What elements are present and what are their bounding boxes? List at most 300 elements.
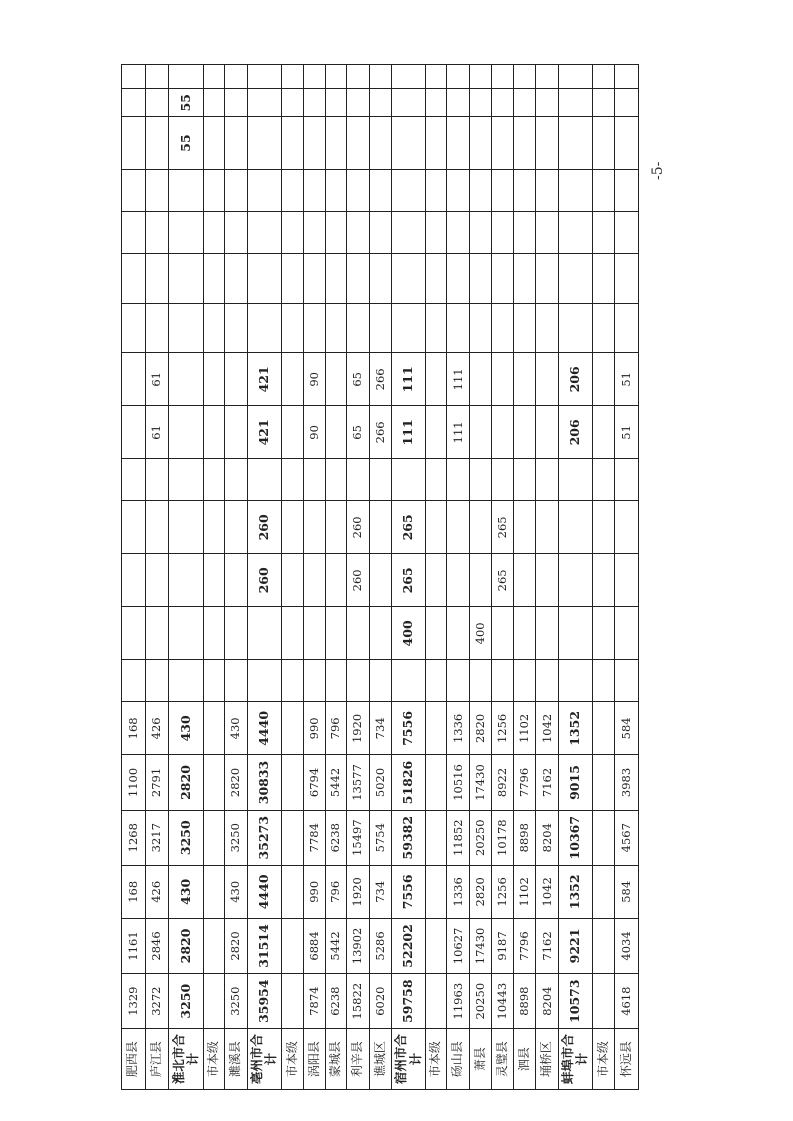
table-cell [203, 702, 224, 755]
table-cell [225, 303, 248, 353]
table-cell: 796 [325, 865, 346, 918]
table-cell [247, 660, 281, 702]
table-cell [225, 459, 248, 501]
table-row [347, 65, 370, 1090]
table-cell: 6020 [369, 974, 392, 1029]
table-cell [592, 65, 615, 89]
table-cell [536, 353, 559, 406]
table-cell [304, 459, 325, 501]
table-cell [369, 303, 392, 353]
table-cell [281, 755, 304, 810]
table-cell: 1042 [536, 865, 559, 918]
table-cell: 111 [392, 406, 426, 459]
table-cell [145, 65, 169, 89]
table-cell: 1920 [347, 702, 370, 755]
table-cell [225, 501, 248, 554]
page-number: -5- [650, 161, 666, 180]
table-cell: 206 [558, 353, 592, 406]
table-cell [536, 211, 559, 253]
table-cell: 3250 [225, 810, 248, 865]
table-cell: 3217 [145, 810, 169, 865]
table-cell [425, 607, 446, 660]
table-cell: 10516 [447, 755, 470, 810]
table-cell [369, 170, 392, 212]
table-cell [392, 253, 426, 303]
table-row [392, 65, 426, 1090]
table-cell [347, 253, 370, 303]
table-cell: 51 [615, 406, 639, 459]
table-cell [469, 211, 492, 253]
table-cell: 5754 [369, 810, 392, 865]
table-cell [592, 459, 615, 501]
table-cell [492, 660, 513, 702]
table-cell [447, 501, 470, 554]
table-cell: 2820 [469, 865, 492, 918]
table-cell [203, 89, 224, 117]
table-cell: 3250 [169, 810, 204, 865]
table-cell [592, 116, 615, 169]
table-cell: 260 [247, 554, 281, 607]
table-cell: 265 [492, 554, 513, 607]
table-cell: 10443 [492, 974, 513, 1029]
table-cell [122, 211, 146, 253]
table-cell [325, 65, 346, 89]
table-cell [281, 974, 304, 1029]
table-cell: 6794 [304, 755, 325, 810]
table-cell [536, 406, 559, 459]
table-cell: 35273 [247, 810, 281, 865]
table-cell [615, 303, 639, 353]
table-cell [304, 116, 325, 169]
table-cell: 400 [392, 607, 426, 660]
table-cell: 10178 [492, 810, 513, 865]
table-cell [203, 353, 224, 406]
table-cell: 4034 [615, 918, 639, 973]
table-cell [247, 459, 281, 501]
table-cell: 35954 [247, 974, 281, 1029]
table-cell [392, 65, 426, 89]
table-cell [447, 170, 470, 212]
table-cell [615, 211, 639, 253]
table-cell [615, 253, 639, 303]
table-cell [447, 554, 470, 607]
table-row [492, 65, 513, 1090]
table-cell [425, 554, 446, 607]
table-cell [425, 918, 446, 973]
table-cell [203, 170, 224, 212]
table-cell [447, 607, 470, 660]
table-cell [247, 89, 281, 117]
table-cell: 1268 [122, 810, 146, 865]
table-cell [425, 810, 446, 865]
table-cell [536, 303, 559, 353]
table-cell: 10627 [447, 918, 470, 973]
table-cell [513, 406, 536, 459]
table-cell [145, 501, 169, 554]
row-label: 萧县 [469, 1029, 492, 1090]
table-cell: 90 [304, 353, 325, 406]
table-cell [281, 89, 304, 117]
table-cell: 61 [145, 353, 169, 406]
table-cell [469, 303, 492, 353]
table-cell [203, 865, 224, 918]
table-cell [592, 89, 615, 117]
table-cell [536, 501, 559, 554]
table-cell [469, 660, 492, 702]
table-cell [469, 170, 492, 212]
table-cell [347, 211, 370, 253]
table-cell: 20250 [469, 810, 492, 865]
table-cell [281, 607, 304, 660]
table-row [615, 65, 639, 1090]
table-cell [558, 116, 592, 169]
table-cell [615, 170, 639, 212]
table-cell [145, 89, 169, 117]
table-cell [347, 303, 370, 353]
table-cell [304, 660, 325, 702]
table-cell [122, 554, 146, 607]
table-cell [592, 702, 615, 755]
table-cell [281, 170, 304, 212]
table-cell [122, 303, 146, 353]
table-cell: 265 [492, 501, 513, 554]
table-cell [347, 116, 370, 169]
table-cell [304, 253, 325, 303]
table-cell: 4440 [247, 865, 281, 918]
table-cell [369, 211, 392, 253]
table-cell [425, 65, 446, 89]
table-cell [281, 211, 304, 253]
table-cell [513, 554, 536, 607]
table-cell [615, 116, 639, 169]
table-cell: 59758 [392, 974, 426, 1029]
table-row [369, 65, 392, 1090]
table-cell: 8204 [536, 810, 559, 865]
table-cell [169, 501, 204, 554]
table-cell [122, 406, 146, 459]
table-cell [469, 406, 492, 459]
table-cell [347, 65, 370, 89]
table-cell: 11852 [447, 810, 470, 865]
table-cell [425, 89, 446, 117]
table-cell: 10573 [558, 974, 592, 1029]
table-cell [122, 353, 146, 406]
table-cell [122, 89, 146, 117]
table-cell [347, 89, 370, 117]
table-cell [536, 660, 559, 702]
table-cell [615, 501, 639, 554]
table-cell: 10367 [558, 810, 592, 865]
table-row [281, 65, 304, 1090]
table-cell [169, 660, 204, 702]
table-cell [203, 810, 224, 865]
table-cell [122, 65, 146, 89]
table-cell: 11963 [447, 974, 470, 1029]
table-cell [369, 501, 392, 554]
table-cell: 9221 [558, 918, 592, 973]
table-cell: 1352 [558, 702, 592, 755]
table-cell [347, 459, 370, 501]
table-cell [513, 607, 536, 660]
table-cell [492, 353, 513, 406]
table-cell: 1102 [513, 865, 536, 918]
table-cell [513, 89, 536, 117]
table-cell [225, 170, 248, 212]
table-cell [425, 660, 446, 702]
table-cell [558, 660, 592, 702]
table-cell [281, 501, 304, 554]
table-cell: 260 [347, 501, 370, 554]
table-cell [247, 253, 281, 303]
table-cell [513, 459, 536, 501]
table-cell [513, 253, 536, 303]
row-label: 市本级 [203, 1029, 224, 1090]
table-cell [447, 660, 470, 702]
table-cell: 13902 [347, 918, 370, 973]
table-cell [615, 660, 639, 702]
table-cell [558, 607, 592, 660]
table-cell: 260 [247, 501, 281, 554]
table-cell: 1920 [347, 865, 370, 918]
table-cell: 1329 [122, 974, 146, 1029]
table-cell [425, 303, 446, 353]
table-cell: 2791 [145, 755, 169, 810]
table-row [558, 65, 592, 1090]
table-cell [615, 607, 639, 660]
table-cell [304, 170, 325, 212]
table-cell [469, 116, 492, 169]
table-cell: 7796 [513, 755, 536, 810]
table-cell [122, 607, 146, 660]
table-cell [145, 660, 169, 702]
table-cell [247, 303, 281, 353]
table-cell [281, 702, 304, 755]
table-cell [558, 459, 592, 501]
table-cell: 6238 [325, 974, 346, 1029]
table-cell [281, 353, 304, 406]
table-cell [558, 253, 592, 303]
table-cell [325, 89, 346, 117]
table-cell [469, 554, 492, 607]
table-cell [447, 253, 470, 303]
table-cell [145, 211, 169, 253]
table-cell [281, 554, 304, 607]
table-cell: 7874 [304, 974, 325, 1029]
table-cell [447, 459, 470, 501]
table-row [122, 65, 146, 1090]
row-label: 亳州市合计 [247, 1029, 281, 1090]
table-cell [536, 65, 559, 89]
table-cell: 8922 [492, 755, 513, 810]
table-cell [425, 865, 446, 918]
table-cell [169, 353, 204, 406]
table-cell [145, 170, 169, 212]
table-cell [513, 170, 536, 212]
table-cell: 15822 [347, 974, 370, 1029]
table-cell [469, 459, 492, 501]
table-cell [169, 65, 204, 89]
table-cell: 2820 [169, 918, 204, 973]
table-cell [203, 116, 224, 169]
table-cell: 55 [169, 89, 204, 117]
table-cell: 13577 [347, 755, 370, 810]
table-cell [369, 253, 392, 303]
table-cell: 51826 [392, 755, 426, 810]
table-cell [347, 170, 370, 212]
table-cell [281, 406, 304, 459]
table-cell: 52202 [392, 918, 426, 973]
table-row [145, 65, 169, 1090]
table-cell: 584 [615, 702, 639, 755]
table-cell: 426 [145, 702, 169, 755]
row-label: 怀远县 [615, 1029, 639, 1090]
table-cell [203, 406, 224, 459]
table-row [536, 65, 559, 1090]
table-cell: 9015 [558, 755, 592, 810]
table-cell [369, 89, 392, 117]
table-cell: 1256 [492, 702, 513, 755]
table-cell [304, 303, 325, 353]
table-cell: 15497 [347, 810, 370, 865]
table-cell: 3983 [615, 755, 639, 810]
table-cell: 1100 [122, 755, 146, 810]
table-cell: 2820 [469, 702, 492, 755]
row-label: 谯城区 [369, 1029, 392, 1090]
table-cell [247, 170, 281, 212]
table-cell [592, 253, 615, 303]
table-cell [492, 303, 513, 353]
table-cell [304, 554, 325, 607]
table-cell [425, 170, 446, 212]
table-cell [325, 501, 346, 554]
table-cell: 2820 [225, 918, 248, 973]
table-cell [145, 253, 169, 303]
table-cell [425, 211, 446, 253]
table-cell: 51 [615, 353, 639, 406]
table-cell: 990 [304, 865, 325, 918]
table-cell [145, 116, 169, 169]
table-cell [304, 501, 325, 554]
table-cell: 1042 [536, 702, 559, 755]
table-cell [592, 918, 615, 973]
table-cell [558, 211, 592, 253]
table-cell [169, 211, 204, 253]
table-cell [492, 211, 513, 253]
table-cell [325, 406, 346, 459]
table-cell: 6884 [304, 918, 325, 973]
table-cell [558, 65, 592, 89]
table-cell [169, 554, 204, 607]
table-cell [203, 65, 224, 89]
table-cell: 61 [145, 406, 169, 459]
table-cell [225, 65, 248, 89]
table-cell [592, 810, 615, 865]
table-cell [492, 116, 513, 169]
table-cell: 1336 [447, 865, 470, 918]
row-label: 庐江县 [145, 1029, 169, 1090]
table-cell [492, 253, 513, 303]
table-row [469, 65, 492, 1090]
table-cell [513, 501, 536, 554]
row-label: 利辛县 [347, 1029, 370, 1090]
table-body [122, 65, 639, 1090]
table-cell: 9187 [492, 918, 513, 973]
table-cell [225, 253, 248, 303]
table-cell: 4440 [247, 702, 281, 755]
table-cell: 426 [145, 865, 169, 918]
table-cell [225, 116, 248, 169]
table-cell [492, 459, 513, 501]
table-cell: 2820 [169, 755, 204, 810]
table-cell [203, 459, 224, 501]
row-label: 市本级 [425, 1029, 446, 1090]
table-row [447, 65, 470, 1090]
table-cell [592, 170, 615, 212]
table-cell: 796 [325, 702, 346, 755]
table-cell: 260 [347, 554, 370, 607]
table-cell: 3250 [225, 974, 248, 1029]
table-cell [615, 554, 639, 607]
table-cell [122, 170, 146, 212]
table-cell [592, 607, 615, 660]
table-cell: 7556 [392, 865, 426, 918]
table-cell [536, 554, 559, 607]
table-cell: 17430 [469, 918, 492, 973]
table-cell: 5020 [369, 755, 392, 810]
table-cell: 266 [369, 353, 392, 406]
table-cell [558, 501, 592, 554]
table-cell [203, 660, 224, 702]
table-cell [592, 554, 615, 607]
table-cell: 55 [169, 116, 204, 169]
table-cell [369, 65, 392, 89]
table-cell: 8204 [536, 974, 559, 1029]
table-cell [225, 211, 248, 253]
table-cell [558, 554, 592, 607]
table-cell [203, 607, 224, 660]
table-cell [592, 755, 615, 810]
table-cell [492, 607, 513, 660]
table-cell: 90 [304, 406, 325, 459]
row-label: 涡阳县 [304, 1029, 325, 1090]
table-cell [469, 89, 492, 117]
table-cell [325, 253, 346, 303]
row-label: 埇桥区 [536, 1029, 559, 1090]
table-cell [447, 89, 470, 117]
table-cell [492, 89, 513, 117]
table-cell [169, 607, 204, 660]
table-cell [347, 607, 370, 660]
table-cell [425, 116, 446, 169]
table-cell [225, 554, 248, 607]
table-cell [513, 660, 536, 702]
table-cell [392, 116, 426, 169]
table-cell [225, 660, 248, 702]
row-label: 蒙城县 [325, 1029, 346, 1090]
table-cell [447, 211, 470, 253]
table-cell [392, 303, 426, 353]
table-cell: 7162 [536, 755, 559, 810]
table-cell [169, 303, 204, 353]
table-cell [513, 353, 536, 406]
table-cell: 430 [169, 865, 204, 918]
table-cell [592, 501, 615, 554]
table-cell [425, 755, 446, 810]
table-cell [203, 974, 224, 1029]
table-cell [592, 406, 615, 459]
table-cell [615, 65, 639, 89]
table-cell: 111 [447, 353, 470, 406]
